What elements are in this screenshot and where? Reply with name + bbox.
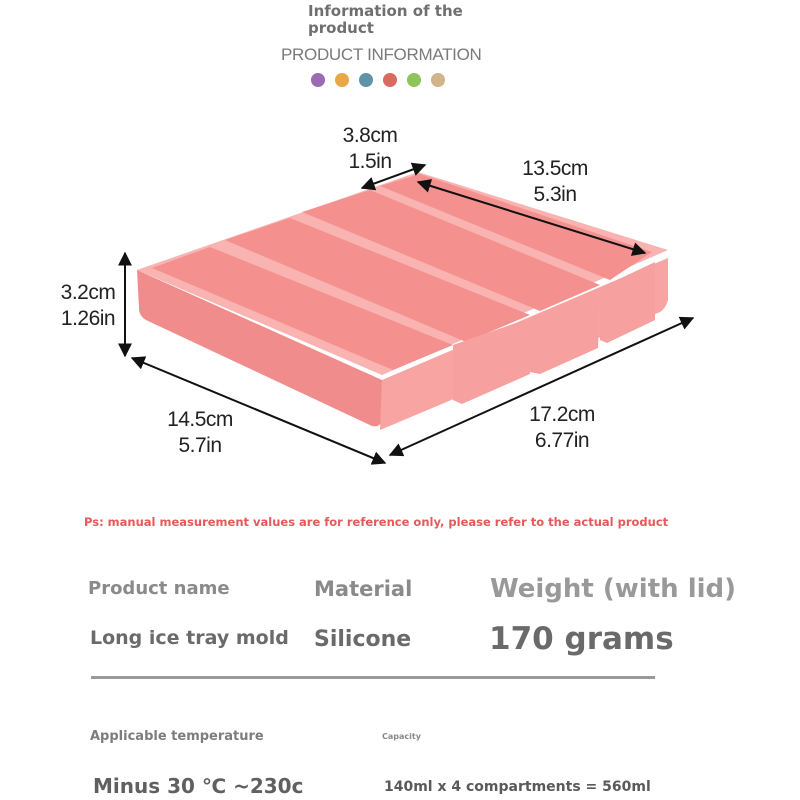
measurement-note: Ps: manual measurement values are for reference only, please refer to the actual product [84, 515, 669, 529]
product-name-label: Product name [88, 578, 230, 599]
capacity-label: Capacity [382, 732, 421, 741]
weight-value: 170 grams [489, 621, 674, 657]
length-label [512, 402, 612, 454]
dim-cm: 3.2cm [60, 281, 116, 304]
capacity-value: 140ml x 4 compartments = 560ml [384, 779, 651, 795]
material-value: Silicone [314, 627, 412, 652]
material-label: Material [314, 577, 413, 601]
inner-length-label [505, 156, 605, 208]
compartment-width-label [330, 123, 410, 175]
header-subtitle: PRODUCT INFORMATION [281, 45, 482, 64]
dim-cm: 17.2cm [529, 403, 595, 426]
temperature-value: Minus 30 ℃ ~230c [93, 774, 304, 798]
width-label [150, 407, 250, 459]
dim-cm: 3.8cm [342, 124, 398, 147]
dim-in: 5.7in [178, 434, 222, 457]
dim-in: 5.3in [533, 183, 577, 206]
tray-body [137, 172, 668, 430]
temperature-label: Applicable temperature [90, 729, 264, 744]
header-title: Information of the product [308, 2, 463, 37]
divider [91, 676, 655, 679]
dim-in: 6.77in [534, 429, 590, 452]
weight-label: Weight (with lid) [490, 574, 737, 604]
dim-in: 1.26in [60, 307, 116, 330]
product-name-value: Long ice tray mold [90, 627, 289, 649]
height-label [50, 280, 126, 332]
dim-cm: 13.5cm [522, 157, 588, 180]
dim-cm: 14.5cm [167, 408, 233, 431]
dim-in: 1.5in [348, 150, 392, 173]
